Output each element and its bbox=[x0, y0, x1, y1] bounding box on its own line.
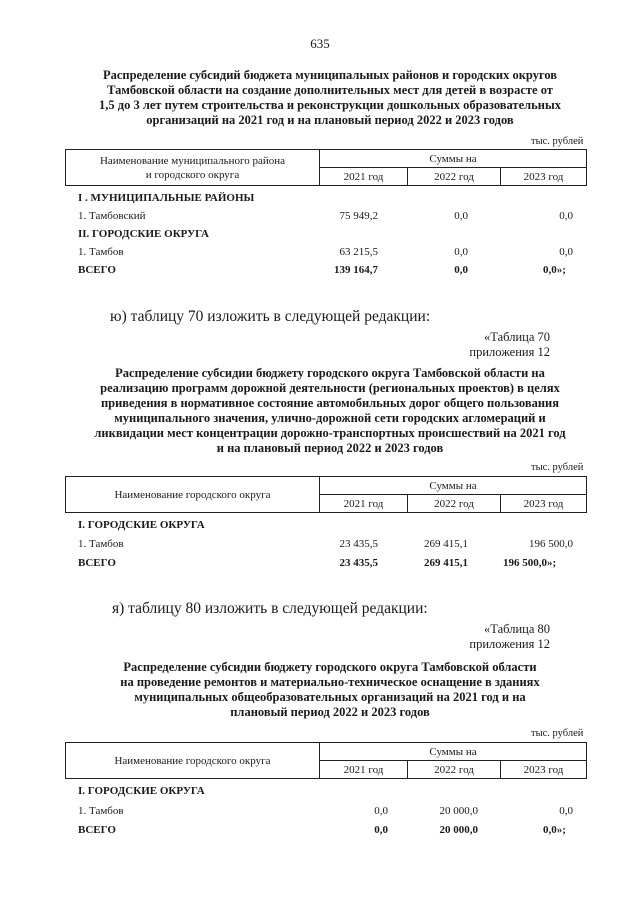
section1-header-table bbox=[65, 149, 587, 186]
year-2023-header: 2023 год bbox=[501, 168, 587, 186]
section2-title: Распределение субсидии бюджету городского округа Тамбовской области на реализацию программ дорожной деятельности (региональных проектов) в целях приведения в нормативное состояние автомобильных дорог общего пользования муниципального значения, улично-дорожной сети городских агломераций и ликвидации мест концентрации дорожно-транспортных происшествий на 2021 год и на плановый период 2022 и 2023 годов bbox=[94, 366, 566, 455]
year-2023-header: 2023 год bbox=[501, 495, 587, 513]
year-2022-header: 2022 год bbox=[408, 168, 501, 186]
table-row: 1. Тамбов 0,0 20 000,0 0,0 bbox=[78, 805, 573, 817]
sums-header: Суммы на bbox=[320, 150, 587, 168]
table-reference: «Таблица 80 приложения 12 bbox=[469, 622, 550, 651]
table-row-total: ВСЕГО 0,0 20 000,0 0,0»; bbox=[78, 824, 566, 836]
page-number: 635 bbox=[310, 36, 330, 51]
table-row: 1. Тамбов 23 435,5 269 415,1 196 500,0 bbox=[78, 538, 573, 550]
section2-header-table bbox=[65, 476, 587, 513]
section3-units: тыс. рублей bbox=[531, 728, 584, 739]
year-2023-header: 2023 год bbox=[501, 761, 587, 779]
table-row-section-heading: II. ГОРОДСКИЕ ОКРУГА bbox=[78, 228, 209, 240]
sums-header: Суммы на bbox=[320, 477, 587, 495]
year-2021-header: 2021 год bbox=[320, 761, 408, 779]
name-column-header: Наименование муниципального района и городского округа bbox=[66, 150, 320, 186]
instruction-paragraph: ю) таблицу 70 изложить в следующей редакции: bbox=[110, 308, 431, 325]
section1-units: тыс. рублей bbox=[531, 136, 584, 147]
section3-title: Распределение субсидии бюджету городского округа Тамбовской области на проведение ремонтов и материально-техническое оснащение в зданиях муниципальных общеобразовательных организаций на 2021 год и на плановый период 2022 и 2023 годов bbox=[120, 660, 540, 719]
section3-header-table bbox=[65, 742, 587, 779]
table-row: 1. Тамбовский 75 949,2 0,0 0,0 bbox=[78, 210, 573, 222]
section1-title: Распределение субсидий бюджета муниципальных районов и городских округов Тамбовской области на создание дополнительных мест для детей в возрасте от 1,5 до 3 лет путем строительства и реконструкции дошкольных образовательных организаций на 2021 год и на плановый период 2022 и 2023 годов bbox=[99, 68, 561, 127]
section2-units: тыс. рублей bbox=[531, 462, 584, 473]
year-2022-header: 2022 год bbox=[408, 495, 501, 513]
table-row: 1. Тамбов 63 215,5 0,0 0,0 bbox=[78, 246, 573, 258]
name-column-header: Наименование городского округа bbox=[66, 477, 320, 513]
table-reference: «Таблица 70 приложения 12 bbox=[469, 330, 550, 359]
instruction-paragraph: я) таблицу 80 изложить в следующей редакции: bbox=[112, 600, 428, 617]
table-row-section-heading: I. ГОРОДСКИЕ ОКРУГА bbox=[78, 519, 205, 531]
table-row-section-heading: I. ГОРОДСКИЕ ОКРУГА bbox=[78, 785, 205, 797]
sums-header: Суммы на bbox=[320, 743, 587, 761]
name-column-header: Наименование городского округа bbox=[66, 743, 320, 779]
table-row-total: ВСЕГО 139 164,7 0,0 0,0»; bbox=[78, 264, 566, 276]
table-row-total: ВСЕГО 23 435,5 269 415,1 196 500,0»; bbox=[78, 557, 557, 569]
year-2021-header: 2021 год bbox=[320, 495, 408, 513]
year-2022-header: 2022 год bbox=[408, 761, 501, 779]
table-row-section-heading: I . МУНИЦИПАЛЬНЫЕ РАЙОНЫ bbox=[78, 192, 255, 204]
year-2021-header: 2021 год bbox=[320, 168, 408, 186]
